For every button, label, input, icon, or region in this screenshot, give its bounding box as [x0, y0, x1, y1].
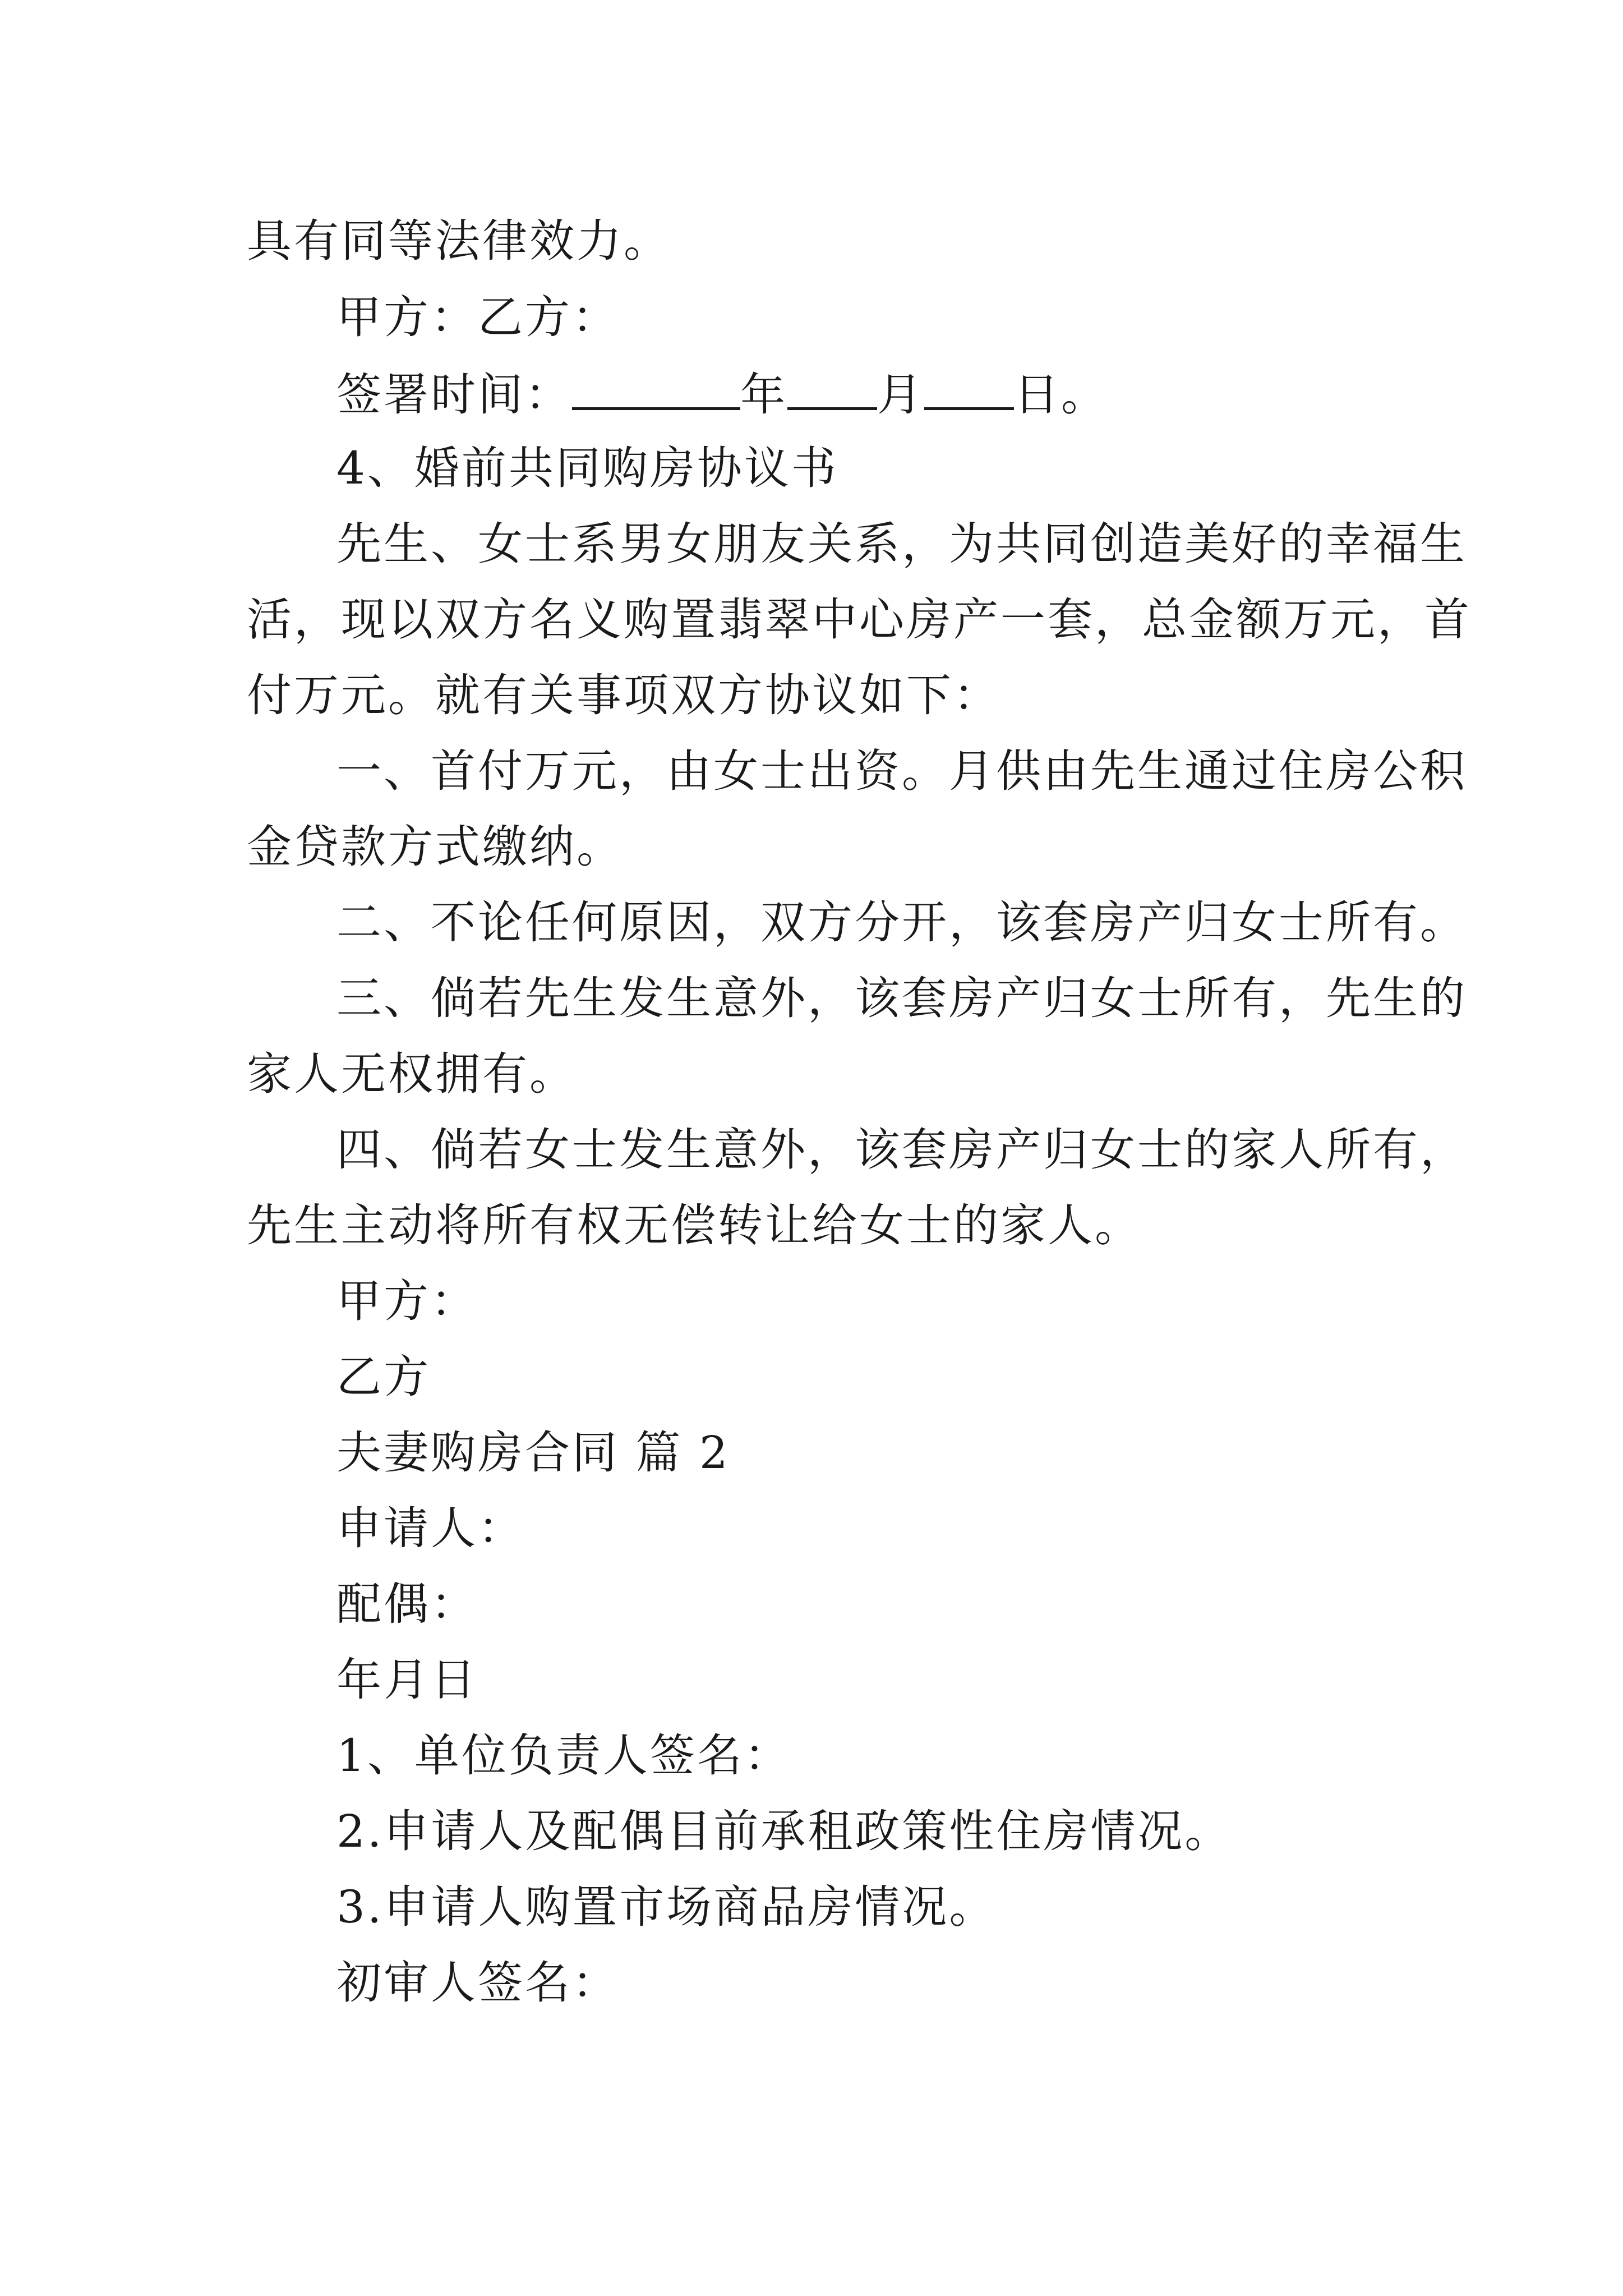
section-heading: 4、婚前共同购房协议书 — [336, 442, 838, 494]
paragraph-line: 活，现以双方名义购置翡翠中心房产一套，总金额万元，首 — [247, 593, 1472, 646]
day-unit: 日。 — [1014, 369, 1108, 421]
clause-line: 一、首付万元，由女士出资。月供由先生通过住房公积 — [336, 745, 1467, 797]
list-item: 2.申请人及配偶目前承租政策性住房情况。 — [336, 1805, 1232, 1857]
signing-date-line — [0, 365, 1623, 423]
spouse-label: 配偶： — [336, 1578, 478, 1630]
month-blank — [787, 365, 877, 410]
clause-line: 金贷款方式缴纳。 — [247, 821, 624, 873]
year-unit: 年 — [740, 369, 787, 421]
day-blank — [924, 365, 1014, 410]
month-unit: 月 — [877, 369, 924, 421]
paragraph-line: 先生、女士系男女朋友关系，为共同创造美好的幸福生 — [336, 518, 1467, 570]
party-b-label: 乙方 — [336, 1351, 431, 1403]
paragraph-line: 付万元。就有关事项双方协议如下： — [247, 669, 1000, 721]
text-line: 具有同等法律效力。 — [247, 215, 671, 267]
list-item: 1、单位负责人签名： — [336, 1729, 791, 1782]
party-a-label: 甲方： — [336, 1275, 478, 1327]
applicant-label: 申请人： — [336, 1502, 525, 1554]
clause-line: 先生主动将所有权无偿转让给女士的家人。 — [247, 1199, 1142, 1251]
signing-date-label: 签署时间： — [336, 369, 572, 421]
clause-line: 四、倘若女士发生意外，该套房产归女士的家人所有， — [336, 1124, 1467, 1176]
section-title: 夫妻购房合同 篇 2 — [336, 1427, 730, 1479]
reviewer-signature-label: 初审人签名： — [336, 1957, 619, 2009]
clause-line: 家人无权拥有。 — [247, 1048, 577, 1100]
clause-line: 三、倘若先生发生意外，该套房产归女士所有，先生的 — [336, 972, 1467, 1024]
signature-parties-line: 甲方：乙方： — [336, 291, 619, 343]
list-item: 3.申请人购置市场商品房情况。 — [336, 1881, 997, 1933]
date-label: 年月日 — [336, 1654, 478, 1706]
year-blank — [572, 365, 740, 410]
clause-line: 二、不论任何原因，双方分开，该套房产归女士所有。 — [336, 896, 1467, 949]
